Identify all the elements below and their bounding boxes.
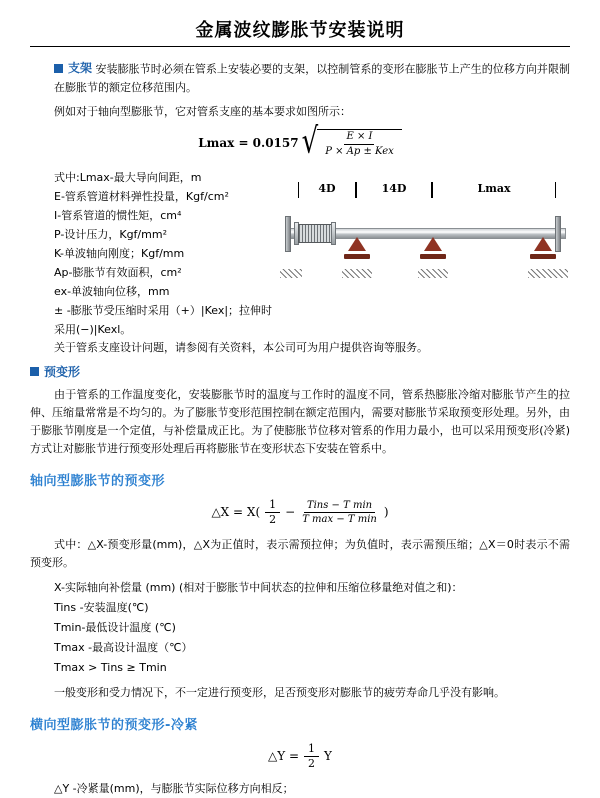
- list-item: P-设计压力，Kgf/mm²: [54, 227, 167, 241]
- legend-and-diagram: [30, 168, 570, 339]
- section-heading-support-label: 支架: [68, 61, 93, 75]
- list-item: ± -膨胀节受压缩时采用（+）|Kex|；拉伸时采用(−)|Kexl。: [54, 303, 273, 336]
- ground-hatch-left: [280, 269, 302, 278]
- square-bullet-icon: [30, 367, 39, 376]
- lmax-fraction-denominator: P × Ap ± Kex: [325, 145, 394, 157]
- guide-support-2: [420, 237, 446, 259]
- page-title: 金属波纹膨胀节安装说明: [195, 20, 405, 41]
- section-heading-predeform: [30, 363, 570, 380]
- lateral-note: △Y -冷紧量(mm)，与膨胀节实际位移方向相反；: [54, 781, 294, 795]
- support-triangle-icon: [534, 237, 552, 251]
- axial-equation-rhs: ): [383, 505, 389, 519]
- axial-note-list: [30, 578, 570, 678]
- lateral-equation-fraction: [304, 743, 319, 770]
- support-intro-paragraph: [30, 59, 570, 97]
- dimension-4d-label: 4D: [318, 181, 336, 195]
- diagram-dimension-row: [280, 182, 570, 200]
- lateral-frac-numerator: 1: [304, 743, 319, 757]
- ground-hatch-3: [528, 269, 568, 278]
- subsection-axial-predeform-title: 轴向型膨胀节的预变形: [30, 473, 166, 489]
- pipe-assembly: [280, 202, 570, 278]
- ground-hatch-1: [342, 269, 372, 278]
- document-page: [0, 16, 600, 795]
- lateral-predeform-equation: [30, 743, 570, 770]
- support-base: [420, 254, 446, 259]
- section-heading-predeform-label: 预变形: [44, 364, 81, 379]
- list-item: ex-单波轴向位移，mm: [54, 284, 170, 298]
- lmax-fraction: [317, 129, 402, 158]
- list-item: Tmax -最高设计温度（℃）: [54, 640, 193, 654]
- bellow-right-cap: [331, 222, 336, 245]
- list-item: K-单波轴向刚度；Kgf/mm: [54, 246, 185, 260]
- dimension-14d-label: 14D: [381, 181, 407, 195]
- support-base: [344, 254, 370, 259]
- list-item: Tmin-最低设计温度 (℃): [54, 620, 176, 634]
- anchor-left: [282, 216, 294, 252]
- support-paragraph-2: 例如对于轴向型膨胀节，它对管系支座的基本要求如图所示：: [54, 104, 351, 118]
- bellows-expansion-joint-icon: [298, 224, 332, 243]
- pipe-support-diagram: [280, 182, 570, 282]
- list-item: Ap-膨胀节有效面积，cm²: [54, 265, 182, 279]
- support-base: [530, 254, 556, 259]
- predeform-paragraph-1: 由于管系的工作温度变化，安装膨胀节时的温度与工作时的温度不同，管系热膨胀冷缩对膨胀节产生的拉伸、压缩量常常是不均匀的。为了膨胀节变形范围控制在额定范围内，需要对膨胀节采取预变形处理。另外，由于膨胀节刚度是一个定值，与补偿量成正比。为了使膨胀节位移对管系的作用力最小，也可以采用预变形(冷紧)方式让对膨胀节进行预变形处理后再将膨胀节在变形状态下安装在管系中。: [30, 387, 570, 455]
- section-heading-support: [54, 59, 92, 77]
- dimension-4d: [298, 182, 356, 198]
- legend-column: [30, 168, 280, 339]
- axial-equation-minus: −: [285, 505, 296, 519]
- dimension-lmax-label: Lmax: [477, 181, 511, 195]
- support-triangle-icon: [424, 237, 442, 251]
- sqrt-group: [301, 120, 402, 162]
- axial-temperature-fraction: [299, 500, 380, 525]
- dimension-lmax: [432, 182, 556, 198]
- lateral-equation-rhs: Y: [324, 749, 332, 763]
- radical-icon: √: [301, 120, 319, 162]
- legend-list: [30, 168, 280, 339]
- subsection-lateral-predeform-title: 横向型膨胀节的预变形-冷紧: [30, 717, 198, 733]
- support-paragraph-1: 安装膨胀节时必须在管系上安装必要的支架，以控制管系的变形在膨胀节上产生的位移方向并限制在膨胀节的额定位移范围内。: [54, 62, 570, 94]
- list-item: I-管系管道的惯性矩，cm⁴: [54, 208, 182, 222]
- ground-hatch-2: [418, 269, 448, 278]
- document-body: [0, 59, 600, 798]
- list-item: Tmax > Tins ≥ Tmin: [54, 660, 167, 674]
- axial-coef-denominator: 2: [269, 512, 277, 526]
- axial-equation-lhs: △X = X(: [211, 505, 261, 519]
- lateral-frac-denominator: 2: [308, 756, 316, 770]
- axial-equation-coefficient: [265, 499, 280, 526]
- axial-coef-numerator: 1: [265, 499, 280, 513]
- square-bullet-icon: [54, 64, 63, 73]
- list-item: 式中:Lmax-最大导向间距，m: [54, 170, 202, 184]
- anchor-left-post: [285, 216, 291, 252]
- axial-equation-inline: [211, 499, 388, 526]
- guide-support-1: [344, 237, 370, 259]
- support-closing-paragraph: 关于管系支座设计问题，请参阅有关资料，本公司可为用户提供咨询等服务。: [54, 340, 428, 354]
- title-divider: [30, 46, 570, 47]
- diagram-column: [280, 168, 570, 282]
- axial-temp-denominator: T max − T min: [302, 513, 377, 525]
- lateral-equation-lhs: △Y =: [268, 749, 300, 763]
- axial-note-head: 式中：△X-预变形量(mm)，△X为正值时，表示需预拉伸；为负值时，表示需预压缩；△X＝0时表示不需预变形。: [30, 537, 570, 569]
- lmax-formula-expression: [198, 120, 402, 162]
- lateral-equation-inline: [268, 743, 332, 770]
- lmax-fraction-numerator: E × I: [344, 131, 374, 145]
- lmax-formula-lhs: Lmax = 0.0157: [198, 136, 299, 150]
- list-item: E-管系管道材料弹性投量，Kgf/cm²: [54, 189, 229, 203]
- lmax-formula: [30, 120, 570, 162]
- axial-predeform-equation: [30, 499, 570, 526]
- guide-support-3: [530, 237, 556, 259]
- list-item: Tins -安装温度(℃): [54, 600, 149, 614]
- axial-closing-paragraph: 一般变形和受力情况下，不一定进行预变形，足否预变形对膨胀节的疲劳寿命几乎没有影响。: [54, 685, 505, 699]
- support-triangle-icon: [348, 237, 366, 251]
- dimension-14d: [356, 182, 432, 198]
- list-item: X-实际轴向补偿量 (mm) (相对于膨胀节中间状态的拉伸和压缩位移量绝对值之和)：: [54, 580, 463, 594]
- axial-temp-numerator: Tins − T min: [304, 500, 375, 513]
